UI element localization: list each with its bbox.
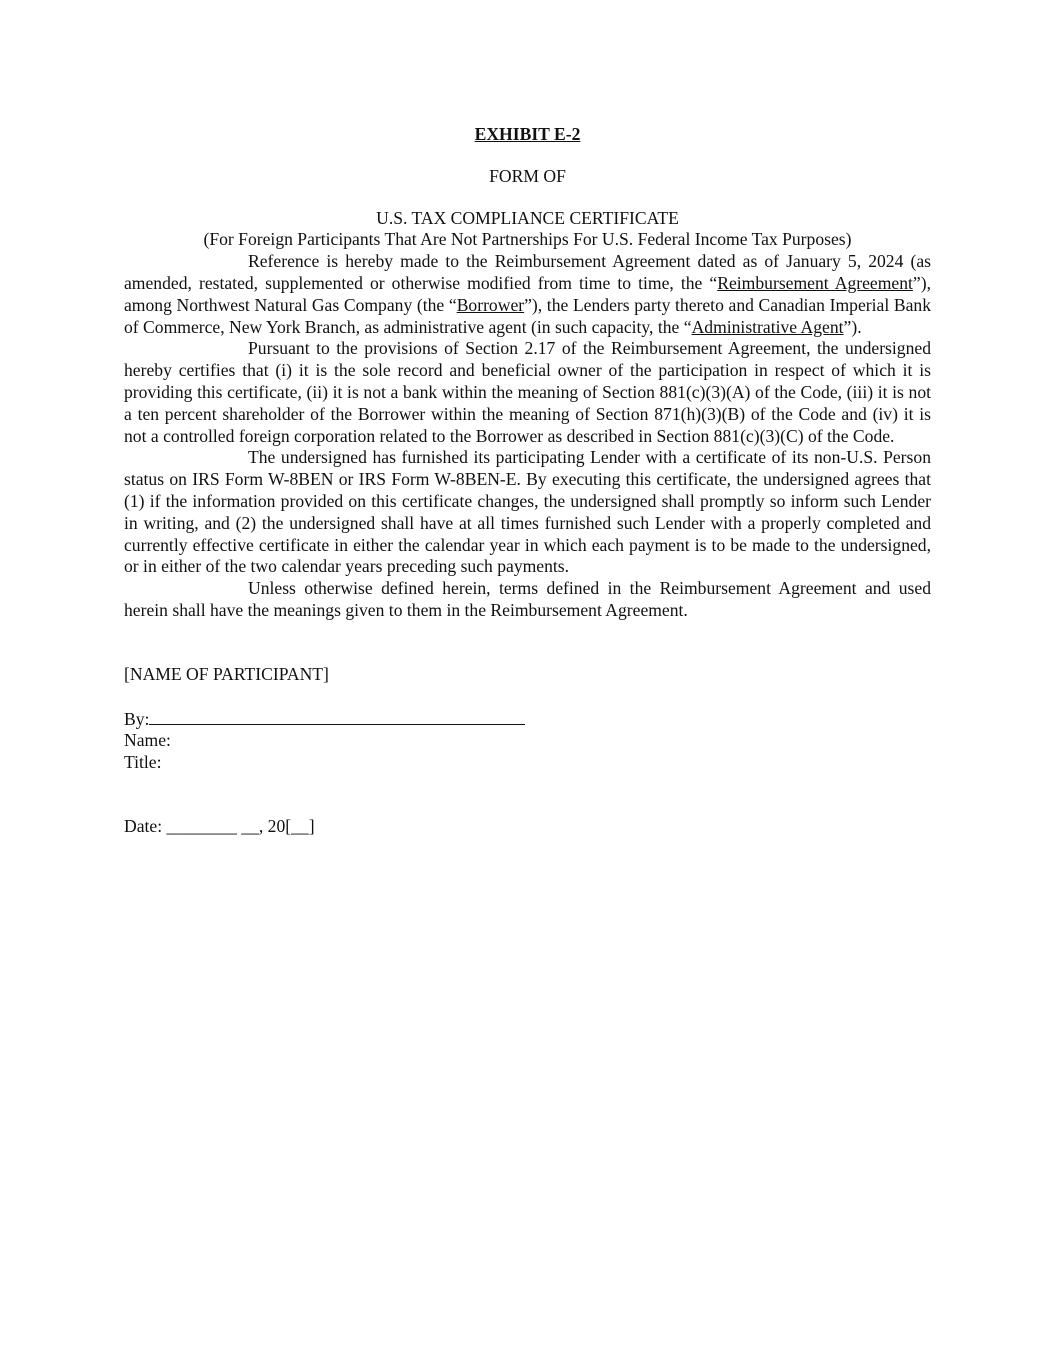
reference-text-b: ”), among Northwest Natural Gas Company (the “: [124, 272, 931, 315]
by-line: [124, 707, 931, 731]
signature-line: [149, 707, 525, 725]
certification-paragraph: Pursuant to the provisions of Section 2.17 of the Reimbursement Agreement, the undersigned hereby certifies that (i) it is the sole record and beneficial owner of the participation in respect of which it is providing this certificate, (ii) it is not a bank within the meaning of Section 881(c)(3)(A) of the Code, (iii) it is not a ten percent shareholder of the Borrower within the meaning of Section 871(h)(3)(B) of the Code and (iv) it is not a controlled foreign corporation related to the Borrower as described in Section 881(c)(3)(C) of the Code.: [124, 338, 931, 446]
certificate-title: U.S. TAX COMPLIANCE CERTIFICATE: [376, 207, 679, 228]
name-label: Name:: [124, 730, 171, 751]
defined-term-reimbursement-agreement: Reimbursement Agreement: [717, 272, 913, 293]
reference-text-c: ”), the Lenders party thereto and Canadian Imperial Bank of Commerce, New York Branch, as administrative agent (in such capacity, the “: [124, 294, 931, 337]
title-label: Title:: [124, 752, 162, 773]
defined-term-administrative-agent: Administrative Agent: [691, 316, 844, 337]
reference-text-d: ”).: [843, 316, 862, 337]
certificate-subtitle: (For Foreign Participants That Are Not Partnerships For U.S. Federal Income Tax Purposes): [203, 229, 852, 250]
definitions-paragraph: Unless otherwise defined herein, terms defined in the Reimbursement Agreement and used herein shall have the meanings given to them in the Reimbursement Agreement.: [124, 578, 931, 620]
exhibit-title: EXHIBIT E-2: [474, 124, 581, 144]
date-line: Date: ________ __, 20[__]: [124, 815, 315, 836]
participant-name-placeholder: [NAME OF PARTICIPANT]: [124, 663, 329, 684]
defined-term-borrower: Borrower: [456, 294, 525, 315]
undertaking-paragraph: The undersigned has furnished its participating Lender with a certificate of its non-U.S. Person status on IRS Form W-8BEN or IRS Form W-8BEN-E. By executing this certificate, the undersigned agrees that (1) if the information provided on this certificate changes, the undersigned shall promptly so inform such Lender in writing, and (2) the undersigned shall have at all times furnished such Lender with a properly completed and currently effective certificate in either the calendar year in which each payment is to be made to the undersigned, or in either of the two calendar years preceding such payments.: [124, 447, 931, 577]
document-page: [124, 124, 931, 838]
reference-text-a: Reference is hereby made to the Reimbursement Agreement dated as of January 5, 2024 (as amended, restated, supplemented or otherwise modified from time to time, the “: [124, 251, 931, 293]
by-label: By:: [124, 708, 150, 729]
signature-block: [124, 707, 931, 774]
form-of-label: FORM OF: [489, 165, 566, 186]
reference-paragraph: [124, 251, 931, 338]
